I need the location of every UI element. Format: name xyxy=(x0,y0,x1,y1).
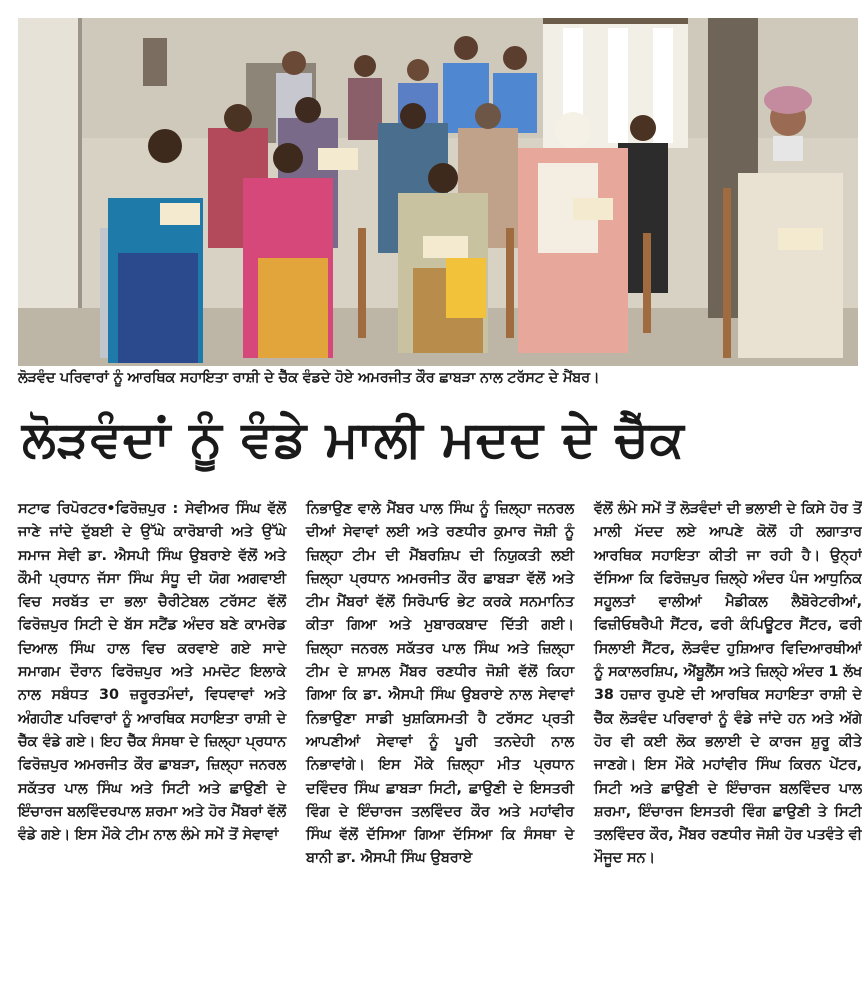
article-column-3 xyxy=(594,498,862,871)
article-text-col1: : ਸੇਵੀਅਰ ਸਿੰਘ ਵੱਲੋਂ ਜਾਣੇ ਜਾਂਦੇ ਦੁੱਬਈ ਦੇ ਉੱਘੇ ਕਾਰੋਬਾਰੀ ਅਤੇ ਉੱਘੇ ਸਮਾਜ ਸੇਵੀ ਡਾ. ਐਸਪੀ ਸਿੰਘ ਉਬਰਾਏ ਵੱਲੋਂ ਅਤੇ ਕੌਮੀ ਪ੍ਰਧਾਨ ਜੱਸਾ ਸਿੰਘ ਸੰਧੂ ਦੀ ਯੋਗ ਅਗਵਾਈ ਵਿਚ ਸਰਬੱਤ ਦਾ ਭਲਾ ਚੈਰੀਟੇਬਲ ਟਰੱਸਟ ਵੱਲੋਂ ਫਿਰੋਜ਼ਪੁਰ ਸਿਟੀ ਦੇ ਬੱਸ ਸਟੈਂਡ ਅੰਦਰ ਬਣੇ ਕਾਮਰੇਡ ਦਿਆਲ ਸਿੰਘ ਹਾਲ ਵਿਚ ਕਰਵਾਏ ਗਏ ਸਾਦੇ ਸਮਾਗਮ ਦੌਰਾਨ ਫਿਰੋਜ਼ਪੁਰ ਅਤੇ ਮਮਦੋਟ ਇਲਾਕੇ ਨਾਲ ਸਬੰਧਤ 30 ਜ਼ਰੂਰਤਮੰਦਾਂ, ਵਿਧਵਾਵਾਂ ਅਤੇ ਅੰਗਹੀਣ ਪਰਿਵਾਰਾਂ ਨੂੰ ਆਰਥਿਕ ਸਹਾਇਤਾ ਰਾਸ਼ੀ ਦੇ ਚੈੱਕ ਵੰਡੇ ਗਏ। ਇਹ ਚੈੱਕ ਸੰਸਥਾ ਦੇ ਜ਼ਿਲ੍ਹਾ ਪ੍ਰਧਾਨ ਫਿਰੋਜ਼ਪੁਰ ਅਮਰਜੀਤ ਕੌਰ ਛਾਬੜਾ, ਜ਼ਿਲ੍ਹਾ ਜਨਰਲ ਸਕੱਤਰ ਪਾਲ ਸਿੰਘ ਅਤੇ ਸਿਟੀ ਅਤੇ ਛਾਉਣੀ ਦੇ ਇੰਚਾਰਜ ਬਲਵਿੰਦਰਪਾਲ ਸ਼ਰਮਾ ਅਤੇ ਹੋਰ ਮੈਂਬਰਾਂ ਵੱਲੋਂ ਵੰਡੇ ਗਏ। ਇਸ ਮੌਕੇ ਟੀਮ ਨਾਲ ਲੰਮੇ ਸਮੇਂ ਤੋਂ ਸੇਵਾਵਾਂ xyxy=(18,501,286,844)
news-photo xyxy=(18,18,858,366)
byline: ਸਟਾਫ ਰਿਪੋਰਟਰ xyxy=(18,501,107,517)
article-column-2 xyxy=(306,498,574,871)
group-photo-illustration xyxy=(18,18,858,366)
article-column-1 xyxy=(18,498,286,847)
dateline: ਫਿਰੋਜ਼ਪੁਰ xyxy=(115,501,166,517)
article-body xyxy=(18,498,862,988)
article-text-col3: ਵੱਲੋਂ ਲੰਮੇ ਸਮੇਂ ਤੋਂ ਲੋੜਵੰਦਾਂ ਦੀ ਭਲਾਈ ਦੇ ਕਿਸੇ ਹੋਰ ਤੋਂ ਮਾਲੀ ਮੱਦਦ ਲਏ ਆਪਣੇ ਕੋਲੋਂ ਹੀ ਲਗਾਤਾਰ ਆਰਥਿਕ ਸਹਾਇਤਾ ਕੀਤੀ ਜਾ ਰਹੀ ਹੈ। ਉਨ੍ਹਾਂ ਦੱਸਿਆ ਕਿ ਫਿਰੋਜ਼ਪੁਰ ਜ਼ਿਲ੍ਹੇ ਅੰਦਰ ਪੰਜ ਆਧੁਨਿਕ ਸਹੂਲਤਾਂ ਵਾਲੀਆਂ ਮੈਡੀਕਲ ਲੈਬੋਰੇਟਰੀਆਂ, ਫਿਜ਼ੀਓਥਰੈਪੀ ਸੈਂਟਰ, ਫਰੀ ਕੰਪਿਊਟਰ ਸੈਂਟਰ, ਫਰੀ ਸਿਲਾਈ ਸੈਂਟਰ, ਲੋੜਵੰਦ ਹੁਸ਼ਿਆਰ ਵਿਦਿਆਰਥੀਆਂ ਨੂੰ ਸਕਾਲਰਸ਼ਿਪ, ਐਂਬੂਲੈਂਸ ਅਤੇ ਜ਼ਿਲ੍ਹੇ ਅੰਦਰ 1 ਲੱਖ 38 ਹਜ਼ਾਰ ਰੁਪਏ ਦੀ ਆਰਥਿਕ ਸਹਾਇਤਾ ਰਾਸ਼ੀ ਦੇ ਚੈੱਕ ਲੋੜਵੰਦ ਪਰਿਵਾਰਾਂ ਨੂੰ ਵੰਡੇ ਜਾਂਦੇ ਹਨ ਅਤੇ ਅੱਗੇ ਹੋਰ ਵੀ ਕਈ ਲੋਕ ਭਲਾਈ ਦੇ ਕਾਰਜ ਸ਼ੁਰੂ ਕੀਤੇ ਜਾਣਗੇ। ਇਸ ਮੌਕੇ ਮਹਾਂਵੀਰ ਸਿੰਘ ਕਿਰਨ ਪੇਂਟਰ, ਸਿਟੀ ਅਤੇ ਛਾਉਣੀ ਦੇ ਇੰਚਾਰਜ ਬਲਵਿੰਦਰ ਪਾਲ ਸ਼ਰਮਾ, ਇੰਚਾਰਜ ਇਸਤਰੀ ਵਿੰਗ ਛਾਉਣੀ ਤੇ ਸਿਟੀ ਤਲਵਿੰਦਰ ਕੌਰ, ਮੈਂਬਰ ਰਣਧੀਰ ਜੋਸ਼ੀ ਹੋਰ ਪਤਵੰਤੇ ਵੀ ਮੌਜੂਦ ਸਨ। xyxy=(594,501,862,867)
photo-caption: ਲੋੜਵੰਦ ਪਰਿਵਾਰਾਂ ਨੂੰ ਆਰਥਿਕ ਸਹਾਇਤਾ ਰਾਸ਼ੀ ਦੇ ਚੈੱਕ ਵੰਡਦੇ ਹੋਏ ਅਮਰਜੀਤ ਕੌਰ ਛਾਬੜਾ ਨਾਲ ਟਰੱਸਟ ਦੇ ਮੈਂਬਰ। xyxy=(18,370,600,386)
article-text-col2: ਨਿਭਾਉਣ ਵਾਲੇ ਮੈਂਬਰ ਪਾਲ ਸਿੰਘ ਨੂੰ ਜ਼ਿਲ੍ਹਾ ਜਨਰਲ ਦੀਆਂ ਸੇਵਾਵਾਂ ਲਈ ਅਤੇ ਰਣਧੀਰ ਕੁਮਾਰ ਜੋਸ਼ੀ ਨੂੰ ਜ਼ਿਲ੍ਹਾ ਟੀਮ ਦੀ ਮੈਂਬਰਸ਼ਿਪ ਦੀ ਨਿਯੁਕਤੀ ਲਈ ਜ਼ਿਲ੍ਹਾ ਪ੍ਰਧਾਨ ਅਮਰਜੀਤ ਕੌਰ ਛਾਬੜਾ ਵੱਲੋਂ ਅਤੇ ਟੀਮ ਮੈਂਬਰਾਂ ਵੱਲੋਂ ਸਿਰੋਪਾਓ ਭੇਟ ਕਰਕੇ ਸਨਮਾਨਿਤ ਕੀਤਾ ਗਿਆ ਅਤੇ ਮੁਬਾਰਕਬਾਦ ਦਿੱਤੀ ਗਈ। ਜ਼ਿਲ੍ਹਾ ਜਨਰਲ ਸਕੱਤਰ ਪਾਲ ਸਿੰਘ ਅਤੇ ਜ਼ਿਲ੍ਹਾ ਟੀਮ ਦੇ ਸ਼ਾਮਲ ਮੈਂਬਰ ਰਣਧੀਰ ਜੋਸ਼ੀ ਵੱਲੋਂ ਕਿਹਾ ਗਿਆ ਕਿ ਡਾ. ਐਸਪੀ ਸਿੰਘ ਉਬਰਾਏ ਨਾਲ ਸੇਵਾਵਾਂ ਨਿਭਾਉਣਾ ਸਾਡੀ ਖੁਸ਼ਕਿਸਮਤੀ ਹੈ ਟਰੱਸਟ ਪ੍ਰਤੀ ਆਪਣੀਆਂ ਸੇਵਾਵਾਂ ਨੂੰ ਪੂਰੀ ਤਨਦੇਹੀ ਨਾਲ ਨਿਭਾਵਾਂਗੇ। ਇਸ ਮੌਕੇ ਜ਼ਿਲ੍ਹਾ ਮੀਤ ਪ੍ਰਧਾਨ ਦਵਿੰਦਰ ਸਿੰਘ ਛਾਬੜਾ ਸਿਟੀ, ਛਾਉਣੀ ਦੇ ਇਸਤਰੀ ਵਿੰਗ ਦੇ ਇੰਚਾਰਜ ਤਲਵਿੰਦਰ ਕੌਰ ਅਤੇ ਮਹਾਂਵੀਰ ਸਿੰਘ ਵੱਲੋਂ ਦੱਸਿਆ ਗਿਆ ਦੱਸਿਆ ਕਿ ਸੰਸਥਾ ਦੇ ਬਾਨੀ ਡਾ. ਐਸਪੀ ਸਿੰਘ ਉਬਰਾਏ xyxy=(306,501,574,867)
byline-separator: • xyxy=(106,501,116,517)
headline: ਲੋੜਵੰਦਾਂ ਨੂੰ ਵੰਡੇ ਮਾਲੀ ਮਦਦ ਦੇ ਚੈੱਕ xyxy=(22,410,685,468)
